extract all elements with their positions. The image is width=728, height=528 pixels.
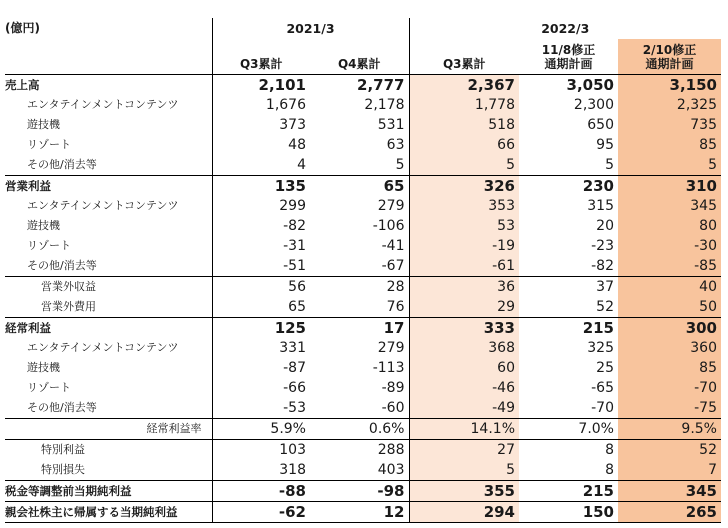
financial-table xyxy=(5,18,721,523)
table-row xyxy=(5,256,721,277)
table-row xyxy=(5,358,721,378)
value-cell: 5 xyxy=(395,157,405,173)
table-row xyxy=(5,502,721,523)
value-cell: 9.5% xyxy=(618,419,721,440)
value-cell: 1,676 xyxy=(212,95,310,115)
row-label: その他/消去等 xyxy=(27,401,97,414)
value-cell: 76 xyxy=(386,299,405,315)
col-header-2021-q4: Q4累計 xyxy=(337,57,381,71)
value-cell: 37 xyxy=(519,277,618,298)
value-cell: -60 xyxy=(381,400,405,416)
value-cell: 5 xyxy=(409,155,519,176)
fy2022-header: 2022/3 xyxy=(409,18,721,39)
value-cell: -49 xyxy=(409,398,519,419)
col-header-2022-nov-plan: 11/8修正 通期計画 xyxy=(541,43,596,71)
value-cell: -67 xyxy=(381,258,405,274)
row-label: 特別利益 xyxy=(5,440,212,461)
value-cell: -41 xyxy=(381,238,405,254)
table-row xyxy=(5,398,721,419)
value-cell: 52 xyxy=(618,440,721,461)
table-row xyxy=(5,378,721,398)
value-cell: -65 xyxy=(591,380,614,396)
value-cell: 735 xyxy=(618,115,721,135)
value-cell: -82 xyxy=(591,258,614,274)
row-label: 遊技機 xyxy=(27,219,60,232)
value-cell: 300 xyxy=(618,318,721,339)
value-cell: 355 xyxy=(409,481,519,502)
col-header-2021-q3: Q3累計 xyxy=(212,39,310,75)
value-cell: 2,777 xyxy=(310,75,409,96)
row-label: エンタテインメントコンテンツ xyxy=(27,341,179,354)
value-cell: 7.0% xyxy=(519,419,618,440)
value-cell: -31 xyxy=(212,236,310,256)
value-cell: -62 xyxy=(212,502,310,523)
value-cell: 52 xyxy=(596,299,614,315)
value-cell: 95 xyxy=(596,137,614,153)
row-label: 経常利益 xyxy=(5,318,212,339)
value-cell: 373 xyxy=(212,115,310,135)
value-cell: 2,300 xyxy=(573,97,614,113)
value-cell: 7 xyxy=(618,460,721,481)
value-cell: 29 xyxy=(409,297,519,318)
value-cell: 12 xyxy=(310,502,409,523)
value-cell: 345 xyxy=(618,196,721,216)
value-cell: -89 xyxy=(381,380,405,396)
header-row-years xyxy=(5,18,721,39)
value-cell: 2,325 xyxy=(618,95,721,115)
value-cell: 50 xyxy=(618,297,721,318)
table-row xyxy=(5,440,721,461)
value-cell: 279 xyxy=(377,340,405,356)
row-label: リゾート xyxy=(27,138,71,151)
value-cell: 265 xyxy=(618,502,721,523)
value-cell: 65 xyxy=(310,176,409,197)
value-cell: -23 xyxy=(591,238,614,254)
value-cell: 288 xyxy=(310,440,409,461)
value-cell: 80 xyxy=(618,216,721,236)
table-row xyxy=(5,419,721,440)
financial-table-container xyxy=(5,18,721,523)
value-cell: 3,150 xyxy=(618,75,721,96)
value-cell: 5 xyxy=(618,155,721,176)
value-cell: -70 xyxy=(618,378,721,398)
row-label: エンタテインメントコンテンツ xyxy=(27,199,179,212)
value-cell: 2,178 xyxy=(364,97,405,113)
value-cell: 40 xyxy=(618,277,721,298)
table-body xyxy=(5,75,721,523)
table-row xyxy=(5,338,721,358)
value-cell: -70 xyxy=(591,400,614,416)
header-row-columns xyxy=(5,39,721,75)
value-cell: -87 xyxy=(212,358,310,378)
value-cell: 230 xyxy=(519,176,618,197)
value-cell: 63 xyxy=(386,137,405,153)
value-cell: 5.9% xyxy=(212,419,310,440)
value-cell: -51 xyxy=(212,256,310,277)
value-cell: 331 xyxy=(212,338,310,358)
value-cell: 125 xyxy=(212,318,310,339)
value-cell: 27 xyxy=(409,440,519,461)
value-cell: 135 xyxy=(212,176,310,197)
col-header-2022-q3: Q3累計 xyxy=(409,39,519,75)
table-row xyxy=(5,75,721,96)
value-cell: -66 xyxy=(212,378,310,398)
row-label: 営業外収益 xyxy=(5,277,212,298)
value-cell: -98 xyxy=(310,481,409,502)
value-cell: 5 xyxy=(605,157,614,173)
value-cell: 17 xyxy=(310,318,409,339)
value-cell: 310 xyxy=(618,176,721,197)
value-cell: 279 xyxy=(377,198,405,214)
value-cell: -85 xyxy=(618,256,721,277)
value-cell: 518 xyxy=(409,115,519,135)
value-cell: 60 xyxy=(409,358,519,378)
value-cell: -88 xyxy=(212,481,310,502)
table-row xyxy=(5,297,721,318)
value-cell: 14.1% xyxy=(409,419,519,440)
value-cell: 8 xyxy=(519,440,618,461)
table-row xyxy=(5,481,721,502)
value-cell: 48 xyxy=(212,135,310,155)
value-cell: 25 xyxy=(596,360,614,376)
value-cell: 315 xyxy=(587,198,614,214)
value-cell: 1,778 xyxy=(409,95,519,115)
value-cell: -113 xyxy=(372,360,405,376)
value-cell: 0.6% xyxy=(310,419,409,440)
value-cell: 53 xyxy=(409,216,519,236)
row-label: リゾート xyxy=(27,239,71,252)
table-row xyxy=(5,115,721,135)
value-cell: 85 xyxy=(618,358,721,378)
value-cell: 2,367 xyxy=(409,75,519,96)
value-cell: 345 xyxy=(618,481,721,502)
value-cell: -30 xyxy=(618,236,721,256)
row-label: リゾート xyxy=(27,381,71,394)
value-cell: 333 xyxy=(409,318,519,339)
value-cell: -53 xyxy=(212,398,310,419)
table-row xyxy=(5,95,721,115)
table-row xyxy=(5,318,721,339)
value-cell: 28 xyxy=(310,277,409,298)
value-cell: -75 xyxy=(618,398,721,419)
value-cell: 4 xyxy=(212,155,310,176)
value-cell: 215 xyxy=(519,318,618,339)
value-cell: 2,101 xyxy=(212,75,310,96)
fy2021-header: 2021/3 xyxy=(212,18,409,39)
table-row xyxy=(5,216,721,236)
value-cell: 326 xyxy=(409,176,519,197)
value-cell: 20 xyxy=(596,218,614,234)
table-row xyxy=(5,277,721,298)
row-label: 特別損失 xyxy=(41,463,85,476)
value-cell: 65 xyxy=(212,297,310,318)
value-cell: -106 xyxy=(372,218,405,234)
row-label: 遊技機 xyxy=(27,361,60,374)
value-cell: 531 xyxy=(377,117,405,133)
row-label: 売上高 xyxy=(5,75,212,96)
value-cell: 299 xyxy=(212,196,310,216)
table-row xyxy=(5,135,721,155)
row-label: 親会社株主に帰属する当期純利益 xyxy=(5,502,212,523)
value-cell: 3,050 xyxy=(519,75,618,96)
table-row xyxy=(5,196,721,216)
unit-label: (億円) xyxy=(5,21,40,35)
value-cell: 8 xyxy=(605,462,614,478)
value-cell: 85 xyxy=(618,135,721,155)
row-label: エンタテインメントコンテンツ xyxy=(27,98,179,111)
value-cell: -82 xyxy=(212,216,310,236)
value-cell: 650 xyxy=(587,117,614,133)
table-row xyxy=(5,176,721,197)
value-cell: 66 xyxy=(409,135,519,155)
value-cell: 294 xyxy=(409,502,519,523)
row-label: 遊技機 xyxy=(27,118,60,131)
value-cell: 150 xyxy=(519,502,618,523)
table-row xyxy=(5,460,721,481)
value-cell: -19 xyxy=(409,236,519,256)
value-cell: 353 xyxy=(409,196,519,216)
value-cell: 368 xyxy=(409,338,519,358)
row-label: その他/消去等 xyxy=(27,158,97,171)
value-cell: -46 xyxy=(409,378,519,398)
row-label: その他/消去等 xyxy=(27,259,97,272)
row-label: 営業利益 xyxy=(5,176,212,197)
table-row xyxy=(5,155,721,176)
value-cell: 318 xyxy=(212,460,310,481)
value-cell: -61 xyxy=(409,256,519,277)
col-header-2022-feb-plan: 2/10修正 通期計画 xyxy=(618,39,721,75)
row-label: 税金等調整前当期純利益 xyxy=(5,481,212,502)
row-label: 営業外費用 xyxy=(41,300,96,313)
value-cell: 103 xyxy=(212,440,310,461)
value-cell: 56 xyxy=(212,277,310,298)
value-cell: 215 xyxy=(519,481,618,502)
value-cell: 36 xyxy=(409,277,519,298)
value-cell: 325 xyxy=(587,340,614,356)
value-cell: 360 xyxy=(618,338,721,358)
value-cell: 5 xyxy=(409,460,519,481)
table-row xyxy=(5,236,721,256)
value-cell: 403 xyxy=(377,462,405,478)
row-label: 経常利益率 xyxy=(5,419,212,440)
